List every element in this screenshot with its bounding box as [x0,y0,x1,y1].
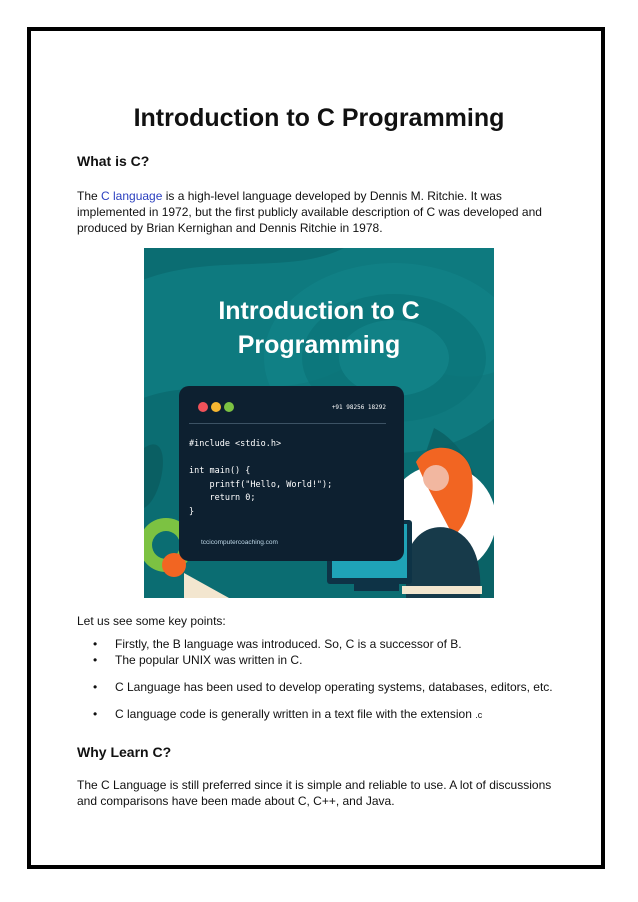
intro-text-start: The [77,189,102,203]
list-item-text: Firstly, the B language was introduced. So, C is a successor of B. [115,637,462,651]
banner-title [144,294,494,362]
list-item-text: The popular UNIX was written in C. [115,653,303,667]
section-heading-what-is-c: What is C? [77,153,150,169]
phone-number: +91 98256 18292 [331,404,386,411]
key-points-intro: Let us see some key points: [77,614,226,628]
code-line: #include <stdio.h> [189,439,282,449]
yellow-dot-icon [211,402,221,412]
intro-paragraph [77,188,562,236]
list-item [77,636,562,652]
red-dot-icon [198,402,208,412]
banner-title-line1: Introduction to C [218,297,420,325]
page-title: Introduction to C Programming [133,104,505,132]
code-snippet [189,438,332,519]
section-heading-why-learn-c: Why Learn C? [77,744,172,760]
list-item [77,652,562,668]
key-points-list [77,636,562,723]
intro-text-rest: is a high-level language developed by Dennis M. Ritchie. It was implemented in 1972, but the first publicly available description of C was developed and produced by Brian Kernighan and Dennis Ritchie in 1978. [77,189,542,235]
c-language-link[interactable]: C language [101,189,163,203]
banner-title-line2: Programming [237,331,401,359]
website-label: tccicomputercoaching.com [201,539,278,546]
green-dot-icon [224,402,234,412]
list-item [77,706,562,723]
code-line: } [189,506,195,517]
code-line: return 0; [189,493,256,503]
why-learn-paragraph: The C Language is still preferred since it is simple and reliable to use. A lot of discussions and comparisons have been made about C, C++, and Java. [77,778,552,808]
code-window [179,386,404,561]
file-extension: .c [475,710,483,720]
intro-banner-image [144,248,494,598]
list-item-text: C Language has been used to develop operating systems, databases, editors, etc. [115,680,553,694]
list-item-text: C language code is generally written in a text file with the extension [115,707,472,721]
code-line: int main() { [189,466,251,476]
code-divider [189,423,386,424]
code-line: printf("Hello, World!"); [189,479,333,490]
list-item [77,679,562,695]
